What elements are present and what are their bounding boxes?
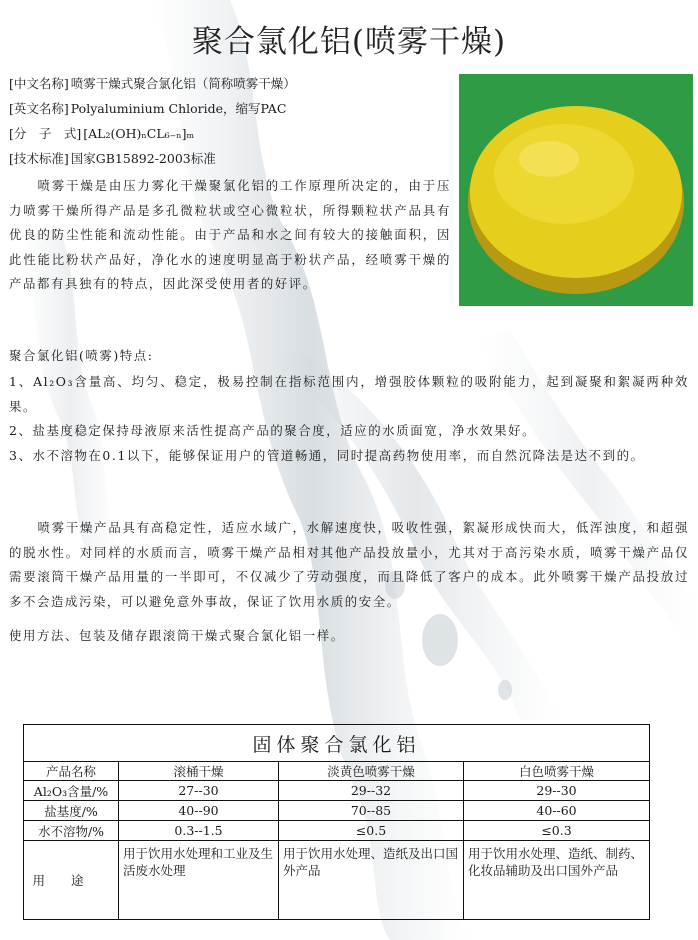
row-label: 水不溶物/% <box>24 821 119 841</box>
info-label: [技术标准] <box>9 151 69 166</box>
info-value: [AL₂(OH)ₙCL₆₋ₙ]ₘ <box>83 126 195 141</box>
table-cell: 70--85 <box>279 801 464 821</box>
spec-table <box>23 724 650 920</box>
table-cell: ≤0.3 <box>464 821 650 841</box>
info-label: [分 子 式] <box>9 126 82 141</box>
spec-table-title: 固体聚合氯化铝 <box>24 725 650 762</box>
page-title: 聚合氯化铝(喷雾干燥) <box>191 24 507 60</box>
feature-item: 1、Al₂O₃含量高、均匀、稳定，极易控制在指标范围内，增强胶体颗粒的吸附能力，起到凝聚和絮凝两种效果。 <box>9 374 689 414</box>
table-row <box>24 821 650 841</box>
table-cell: 29--30 <box>464 781 650 801</box>
features-heading: 聚合氯化铝(喷雾)特点: <box>9 348 154 363</box>
info-label: [中文名称] <box>9 76 69 91</box>
table-cell: ≤0.5 <box>279 821 464 841</box>
product-dish-image <box>459 74 693 306</box>
table-cell: 0.3--1.5 <box>119 821 279 841</box>
info-value: Polyaluminium Chloride，缩写PAC <box>70 101 287 116</box>
table-cell: 40--90 <box>119 801 279 821</box>
table-cell: 29--32 <box>279 781 464 801</box>
table-header-cell: 滚桶干燥 <box>119 762 279 781</box>
info-label: [英文名称] <box>9 101 69 116</box>
table-header-cell: 淡黄色喷雾干燥 <box>279 762 464 781</box>
row-label <box>24 841 119 920</box>
table-cell: 27--30 <box>119 781 279 801</box>
info-value: 国家GB15892-2003标准 <box>70 151 216 166</box>
row-label: Al₂O₃含量/% <box>24 781 119 801</box>
table-row <box>24 801 650 821</box>
table-header-cell: 产品名称 <box>24 762 119 781</box>
table-cell: 用于饮用水处理、造纸及出口国外产品 <box>279 841 464 920</box>
table-cell: 用于饮用水处理、造纸、制药、化妆品辅助及出口国外产品 <box>464 841 650 920</box>
info-chinese-name <box>9 76 296 92</box>
info-english-name <box>9 101 286 117</box>
table-cell: 用于饮用水处理和工业及生活废水处理 <box>119 841 279 920</box>
table-row <box>24 781 650 801</box>
table-header-cell: 白色喷雾干燥 <box>464 762 650 781</box>
info-value: 喷雾干燥式聚合氯化铝（简称喷雾干燥） <box>70 76 296 91</box>
feature-item: 3、水不溶物在0.1以下，能够保证用户的管道畅通，同时提高药物使用率，而自然沉降法是达不到的。 <box>9 448 645 463</box>
product-photo <box>459 74 693 306</box>
use-label: 用途 <box>32 873 110 888</box>
feature-item: 2、盐基度稳定保持母液原来活性提高产品的聚合度，适应的水质面宽，净水效果好。 <box>9 423 537 438</box>
table-row-usage <box>24 841 650 920</box>
row-label: 盐基度/% <box>24 801 119 821</box>
spray-dry-paragraph: 喷雾干燥产品具有高稳定性，适应水域广，水解速度快，吸收性强，絮凝形成快而大，低浑浊度，和超强的脱水性。对同样的水质而言，喷雾干燥产品相对其他产品投放量小，尤其对于高污染水质，喷雾干燥产品仅需要滚筒干燥产品用量的一半即可，不仅减少了劳动强度，而且降低了客户的成本。此外喷雾干燥产品投放过多不会造成污染，可以避免意外事故，保证了饮用水质的安全。 <box>9 520 689 609</box>
info-standard <box>9 151 216 167</box>
table-cell: 40--60 <box>464 801 650 821</box>
table-header-row <box>24 762 650 781</box>
info-formula <box>9 126 194 142</box>
usage-note: 使用方法、包装及储存跟滚筒干燥式聚合氯化铝一样。 <box>9 628 345 643</box>
intro-paragraph: 喷雾干燥是由压力雾化干燥聚氯化铝的工作原理所决定的，由于压力喷雾干燥所得产品是多孔微粒状或空心微粒状，所得颗粒状产品具有优良的防尘性能和流动性能。由于产品和水之间有较大的接触面积，因此性能比粉状产品好，净化水的速度明显高于粉状产品，经喷雾干燥的产品都有具独有的特点，因此深受使用者的好评。 <box>9 178 451 291</box>
